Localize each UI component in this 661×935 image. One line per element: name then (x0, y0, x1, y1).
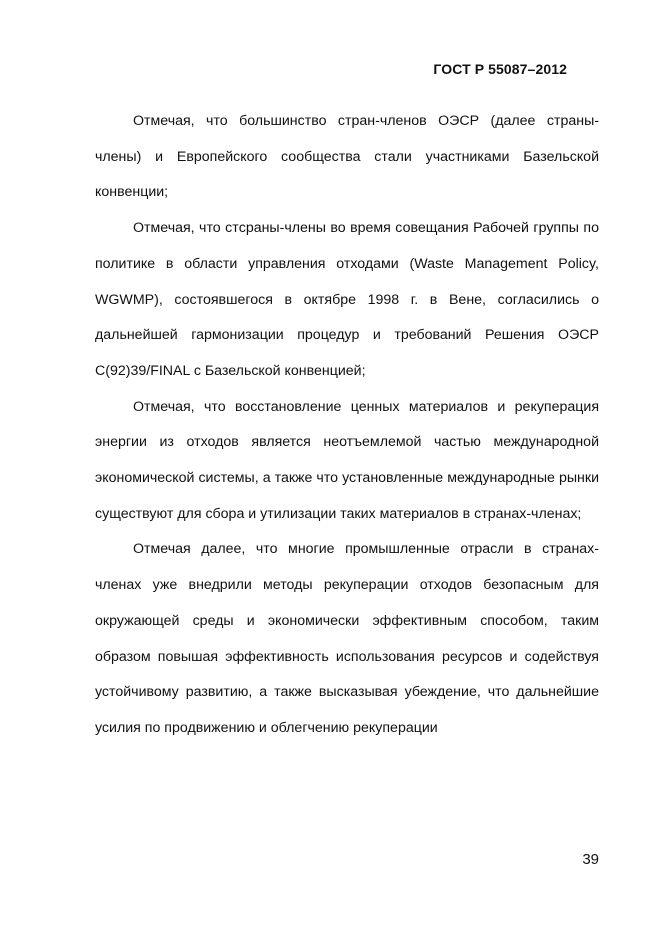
paragraph-2: Отмечая, что стcраны-члены во время совещания Рабочей группы по политике в области управления отходами (Waste Management Policy, WGWMP), состоявшегося в октябре 1998 г. в Вене, согласились о дальнейшей гармонизации процедур и требований Решения ОЭСР C(92)39/FINAL с Базельской конвенцией; (95, 220, 599, 379)
document-body (95, 104, 599, 747)
paragraph-1: Отмечая, что большинство стран-членов ОЭСР (далее страны-члены) и Европейского сообщества стали участниками Базельской конвенции; (95, 113, 599, 201)
paragraph-4: Отмечая далее, что многие промышленные отрасли в странах-членах уже внедрили методы рекуперации отходов безопасным для окружающей среды и экономически эффективным способом, таким образом повышая эффективность использования ресурсов и содействуя устойчивому развитию, а также высказывая убеждение, что дальнейшие усилия по продвижению и облегчению рекуперации (95, 541, 599, 736)
page-number: 39 (582, 851, 599, 868)
paragraph-3: Отмечая, что восстановление ценных материалов и рекуперация энергии из отходов является неотъемлемой частью международной экономической системы, а также что установленные международные рынки существуют для сбора и утилизации таких материалов в странах-членах; (95, 398, 599, 522)
document-code-header: ГОСТ Р 55087–2012 (433, 61, 567, 77)
